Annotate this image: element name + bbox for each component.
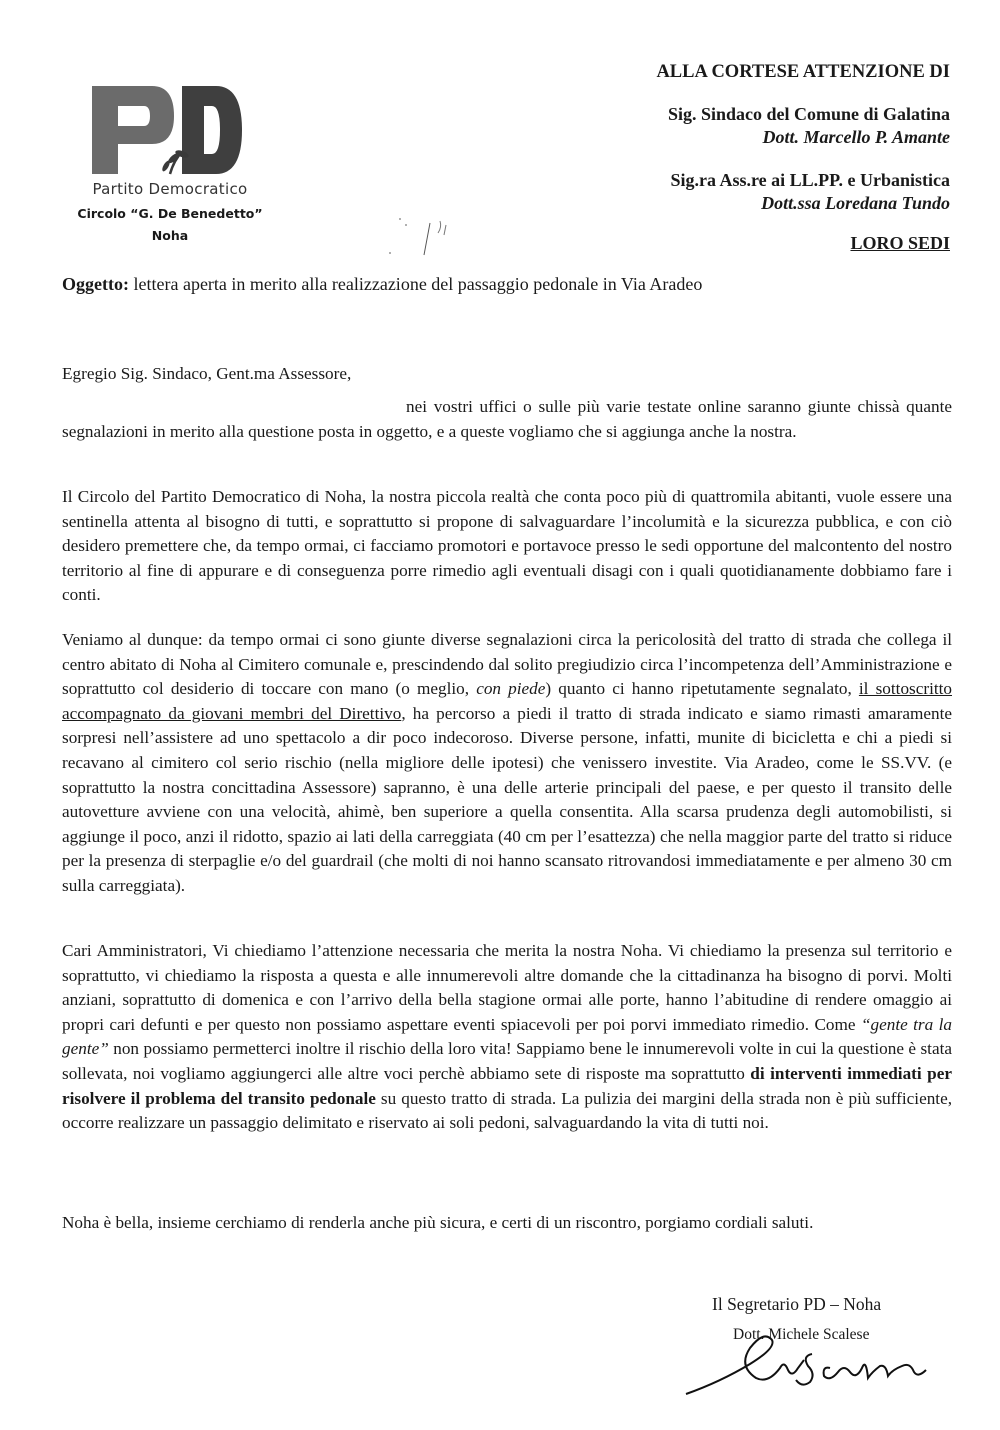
attention-heading: ALLA CORTESE ATTENZIONE DI	[656, 62, 950, 82]
loro-sedi: LORO SEDI	[850, 233, 950, 253]
councillor-title: Sig.ra Ass.re ai LL.PP. e Urbanistica	[670, 170, 950, 190]
paragraph-4-italic: “gente tra la gente”	[62, 1014, 952, 1059]
paragraph-4-text-c: su questo tratto di strada. La pulizia dei margini della strada non è più sufficiente, occorre realizzare un passaggio delimitato e riservato ai soli pedoni, salvaguardando la vita di tutti noi.	[62, 1088, 952, 1133]
pen-marks	[380, 215, 490, 265]
subject-line	[62, 274, 702, 295]
paragraph-4	[62, 939, 952, 1136]
paragraph-4-bold: di interventi immediati per risolvere il problema del transito pedonale	[62, 1063, 952, 1108]
mayor-name: Dott. Marcello P. Amante	[762, 127, 950, 147]
handwritten-signature	[680, 1320, 960, 1400]
mayor-title: Sig. Sindaco del Comune di Galatina	[667, 104, 950, 124]
subject-label: Oggetto:	[62, 274, 129, 294]
subject-text: lettera aperta in merito alla realizzazione del passaggio pedonale in Via Aradeo	[128, 274, 703, 294]
paragraph-3	[62, 628, 952, 899]
paragraph-1	[62, 395, 952, 444]
councillor-name: Dott.ssa Loredana Tundo	[761, 193, 950, 213]
paragraph-3-underlined: il sottoscritto accompagnato da giovani membri del Direttivo	[62, 679, 952, 723]
paragraph-3-italic: con piede	[476, 679, 546, 699]
paragraph-4-text-a: Cari Amministratori, Vi chiediamo l’attenzione necessaria che merita la nostra Noha. Vi chiediamo la presenza sul territorio e soprattutto, vi chiediamo la risposta a questa e alle innumerevoli altre domande che la cittadinanza ha bisogno di porvi. Molti anziani, soprattutto di domenica e con l’arrivo della bella stagione ormai alle porte, hanno l’abitudine di rendere omaggio ai propri cari defunti e per questo non possiamo aspettare eventi spiacevoli per poi porvi immediato rimedio. Come	[62, 941, 952, 1034]
paragraph-2: Il Circolo del Partito Democratico di Noha, la nostra piccola realtà che conta poco più di quattromila abitanti, vuole essere una sentinella attenta al bisogno di tutti, e soprattutto si propone di salvaguardare l’incolumità e la sicurezza pubblica, e con ciò desidero premettere che, da tempo ormai, ci facciamo promotori e portavoce presso le sedi opportune del malcontento del nostro territorio al fine di appurare e di conseguenza porre rimedio agli eventuali disagi con i quali quotidianamente dobbiamo fare i conti.	[62, 487, 952, 605]
signature-name: Dott. Michele Scalese	[733, 1326, 870, 1343]
paragraph-4-text-b: non possiamo permetterci inoltre il rischio della loro vita! Sappiamo bene le innumerevoli volte in cui la questione è stata sollevata, noi vogliamo aggiungerci alle altre voci perchè abbiamo sete di risposte ma soprattutto	[62, 1039, 952, 1083]
salutation: Egregio Sig. Sindaco, Gent.ma Assessore,	[62, 364, 352, 383]
logo-town: Noha	[151, 228, 189, 243]
paragraph-5: Noha è bella, insieme cerchiamo di renderla anche più sicura, e certi di un riscontro, porgiamo cordiali saluti.	[62, 1213, 814, 1232]
pd-logo	[70, 82, 270, 252]
paragraph-1-text: nei vostri uffici o sulle più varie testate online saranno giunte chissà quante segnalazioni in merito alla questione posta in oggetto, e a queste vogliamo che si aggiunga anche la nostra.	[62, 397, 952, 441]
signature-title: Il Segretario PD – Noha	[712, 1294, 882, 1314]
logo-party-name: Partito Democratico	[92, 180, 248, 198]
paragraph-3-text-a: Veniamo al dunque: da tempo ormai ci sono giunte diverse segnalazioni circa la pericolosità del tratto di strada che collega il centro abitato di Noha al Cimitero comunale e, prescindendo dal solito pregiudizio circa l’incompetenza dell’Amministrazione e soprattutto col desiderio di toccare con mano (o meglio,	[62, 630, 952, 699]
paragraph-3-text-b: ) quanto ci hanno ripetutamente segnalato,	[545, 679, 859, 699]
pd-logo-mark	[70, 82, 270, 182]
paragraph-3-text-c: , ha percorso a piedi il tratto di strada indicato e siamo rimasti amaramente sorpresi nell’assistere ad uno spettacolo a dir poco indecoroso. Diverse persone, infatti, munite di bicicletta e chi a piedi si recavano al cimitero col serio rischio (nella migliore delle ipotesi) che venissero investite. Via Aradeo, come le SS.VV. (e soprattutto la nostra concittadina Assessore) sapranno, è una delle arterie principali del paese, e per questo il transito delle autovetture avviene con una velocità, ahimè, ben superiore a quella consentita. Alla scarsa prudenza degli automobilisti, si aggiunge il poco, anzi il ridotto, spazio ai lati della carreggiata (40 cm per l’esattezza) che nella maggior parte del tratto si riduce per la presenza di sterpaglie e/o del guardrail (che molti di noi hanno scansato ritrovandosi immediatamente e per almeno 30 cm sulla carreggiata).	[62, 703, 952, 895]
logo-circle-name: Circolo “G. De Benedetto”	[77, 206, 263, 221]
